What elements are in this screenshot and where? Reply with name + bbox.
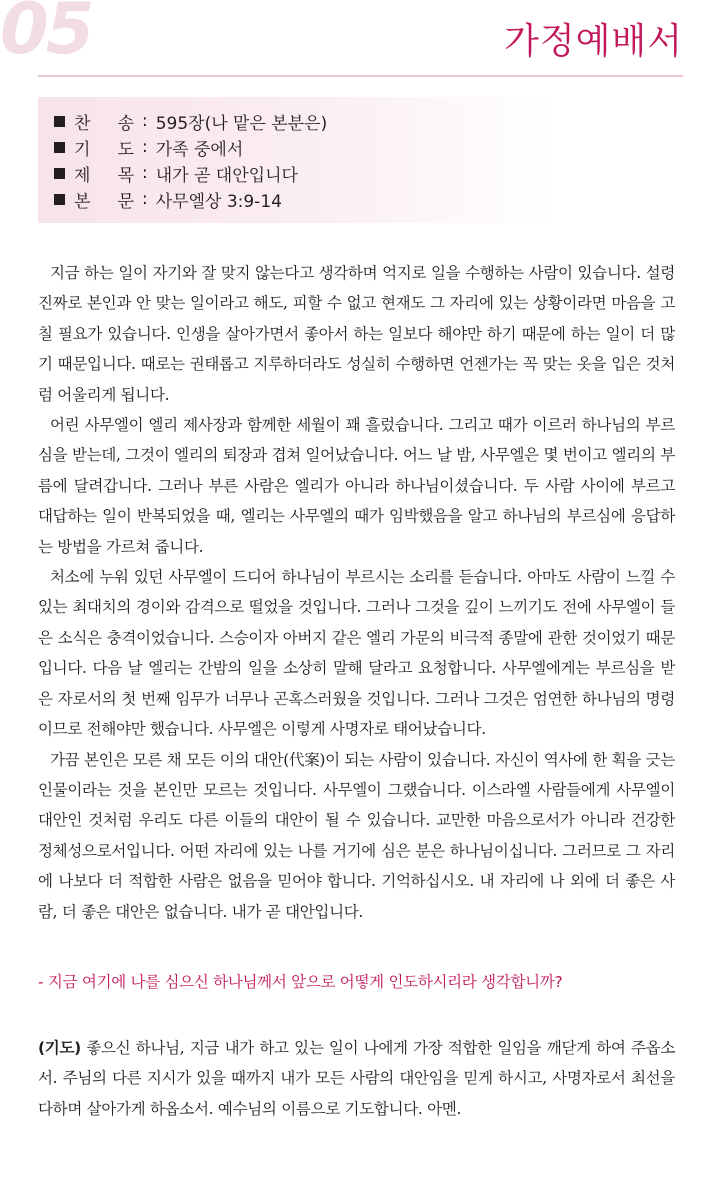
info-value: 595장(나 맡은 본분은) xyxy=(155,113,328,134)
header-divider xyxy=(38,75,683,77)
bullet-square-icon xyxy=(54,168,65,179)
sermon-body xyxy=(38,258,675,927)
closing-prayer xyxy=(38,1033,675,1124)
info-value: 사무엘상 3:9-14 xyxy=(155,191,282,212)
bullet-square-icon xyxy=(54,142,65,153)
bullet-square-icon xyxy=(54,116,65,127)
info-list xyxy=(54,108,327,212)
info-label: 본 문 xyxy=(74,191,134,212)
body-paragraph: 가끔 본인은 모른 채 모든 이의 대안(代案)이 되는 사람이 있습니다. 자신이 역사에 한 획을 긋는 인물이라는 것을 본인만 모르는 것입니다. 사무엘이 그랬습니다. 이스라엘 사람들에게 사무엘이 대안인 것처럼 우리도 다른 이들의 대안이 될 수 있습니다. 교만한 마음으로서가 아니라 건강한 정체성으로서입니다. 어떤 자리에 있는 나를 거기에 심은 분은 하나님이십니다. 그러므로 그 자리에 나보다 더 적합한 사람은 없음을 믿어야 합니다. 기억하십시오. 내 자리에 나 외에 더 좋은 사람, 더 좋은 대안은 없습니다. 내가 곧 대안입니다. xyxy=(38,750,675,921)
info-label: 제 목 xyxy=(74,165,134,186)
body-paragraph: 처소에 누워 있던 사무엘이 드디어 하나님이 부르시는 소리를 듣습니다. 아마도 사람이 느낄 수 있는 최대치의 경이와 감격으로 떨었을 것입니다. 그러나 그것을 깊이 느끼기도 전에 사무엘이 들은 소식은 충격이었습니다. 스승이자 아버지 같은 엘리 가문의 비극적 종말에 관한 것이었기 때문입니다. 다음 날 엘리는 간밤의 일을 소상히 말해 달라고 요청합니다. 사무엘에게는 부르심을 받은 자로서의 첫 번째 임무가 너무나 곤혹스러웠을 것입니다. 그러나 그것은 엄연한 하나님의 명령이므로 전해야만 했습니다. 사무엘은 이렇게 사명자로 태어났습니다. xyxy=(38,568,675,739)
bullet-square-icon xyxy=(54,194,65,205)
info-row-subject xyxy=(54,160,327,186)
info-row-hymn xyxy=(54,108,327,134)
info-colon: : xyxy=(142,189,148,209)
page-title: 가정예배서 xyxy=(504,21,683,62)
info-value: 가족 중에서 xyxy=(155,139,244,160)
page-number: 05 xyxy=(0,0,92,70)
reflection-question: - 지금 여기에 나를 심으신 하나님께서 앞으로 어떻게 인도하시리라 생각합니까? xyxy=(38,973,563,991)
body-paragraph: 어린 사무엘이 엘리 제사장과 함께한 세월이 꽤 흘렀습니다. 그리고 때가 이르러 하나님의 부르심을 받는데, 그것이 엘리의 퇴장과 겹쳐 일어났습니다. 어느 날 밤, 사무엘은 몇 번이고 엘리의 부름에 달려갑니다. 그러나 부른 사람은 엘리가 아니라 하나님이셨습니다. 두 사람 사이에 부르고 대답하는 일이 반복되었을 때, 엘리는 사무엘의 때가 임박했음을 알고 하나님의 부르심에 응답하는 방법을 가르쳐 줍니다. xyxy=(38,416,675,556)
prayer-text: 좋으신 하나님, 지금 내가 하고 있는 일이 나에게 가장 적합한 일임을 깨닫게 하여 주옵소서. 주님의 다른 지시가 있을 때까지 내가 모든 사람의 대안임을 믿게 하시고, 사명자로서 최선을 다하며 살아가게 하옵소서. 예수님의 이름으로 기도합니다. 아멘. xyxy=(38,1039,675,1118)
body-paragraph: 지금 하는 일이 자기와 잘 맞지 않는다고 생각하며 억지로 일을 수행하는 사람이 있습니다. 설령 진짜로 본인과 안 맞는 일이라고 해도, 피할 수 없고 현재도 그 자리에 있는 상황이라면 마음을 고칠 필요가 있습니다. 인생을 살아가면서 좋아서 하는 일보다 해야만 하기 때문에 하는 일이 더 많기 때문입니다. 때로는 권태롭고 지루하더라도 성실히 수행하면 언젠가는 꼭 맞는 옷을 입은 것처럼 어울리게 됩니다. xyxy=(38,264,675,404)
info-colon: : xyxy=(142,137,148,157)
info-label: 기 도 xyxy=(74,139,134,160)
info-row-prayer xyxy=(54,134,327,160)
info-colon: : xyxy=(142,111,148,131)
info-row-scripture xyxy=(54,186,327,212)
info-colon: : xyxy=(142,163,148,183)
info-value: 내가 곧 대안입니다 xyxy=(155,165,298,186)
info-label: 찬 송 xyxy=(74,113,134,134)
prayer-tag: (기도) xyxy=(38,1039,81,1057)
